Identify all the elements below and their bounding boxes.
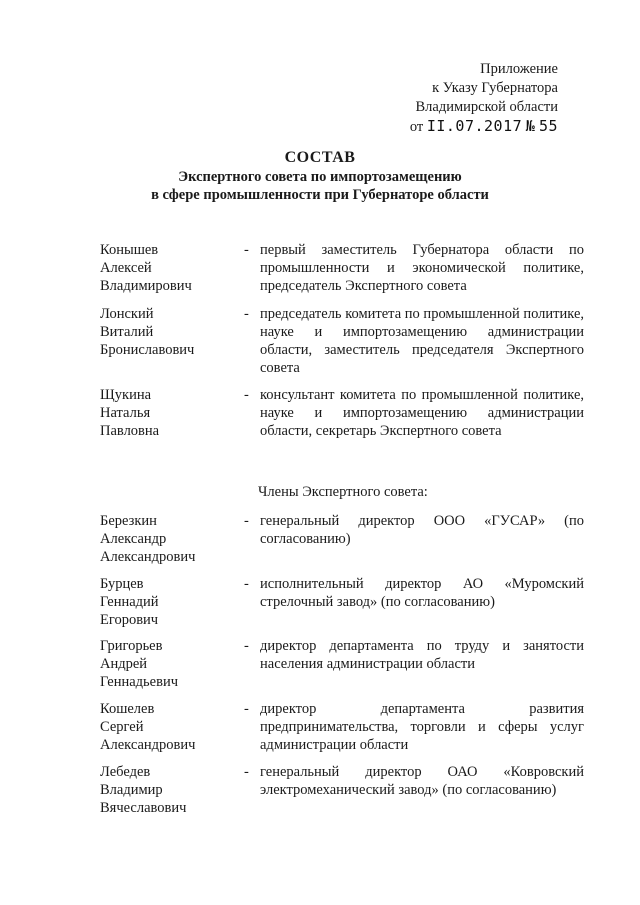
patronymic: Егорович [100, 612, 159, 628]
appendix-region: Владимирской области [415, 99, 558, 115]
person-name [100, 305, 240, 359]
entry-dash: - [244, 242, 249, 258]
person-name [100, 763, 240, 817]
appendix-decree-ref: к Указу Губернатора [432, 80, 558, 96]
appendix-date-line [410, 117, 558, 137]
entry-dash: - [244, 701, 249, 717]
number-sign: № [525, 117, 536, 135]
surname: Лонский [100, 306, 154, 322]
surname: Григорьев [100, 638, 163, 654]
first-name: Сергей [100, 719, 144, 735]
surname: Бурцев [100, 576, 144, 592]
surname: Березкин [100, 513, 157, 529]
first-name: Алексей [100, 260, 152, 276]
patronymic: Александрович [100, 549, 196, 565]
appendix-label: Приложение [480, 61, 558, 77]
document-title [0, 148, 640, 204]
patronymic: Павловна [100, 423, 160, 439]
entry-dash: - [244, 306, 249, 322]
title-heading: СОСТАВ [284, 149, 356, 166]
patronymic: Геннадьевич [100, 674, 178, 690]
first-name: Андрей [100, 656, 148, 672]
surname: Щукина [100, 387, 152, 403]
person-role: первый заместитель Губернатора области по промышленности и экономической политике, председатель Экспертного совета [260, 242, 584, 294]
decree-number: 55 [538, 117, 558, 135]
members-heading: Члены Экспертного совета: [258, 484, 428, 500]
patronymic: Вячеславович [100, 800, 187, 816]
person-role: генеральный директор ОАО «Ковровский электромеханический завод» (по согласованию) [260, 764, 584, 798]
entry-dash: - [244, 387, 249, 403]
person-role: исполнительный директор АО «Муромский стрелочный завод» (по согласованию) [260, 576, 584, 610]
surname: Кошелев [100, 701, 155, 717]
entry-dash: - [244, 764, 249, 780]
person-role: консультант комитета по промышленной политике, науке и импортозамещению администрации области, секретарь Экспертного совета [260, 387, 584, 439]
person-name [100, 700, 240, 754]
patronymic: Владимирович [100, 278, 192, 294]
entry-dash: - [244, 513, 249, 529]
person-name [100, 575, 240, 629]
surname: Лебедев [100, 764, 151, 780]
entry-dash: - [244, 638, 249, 654]
first-name: Геннадий [100, 594, 159, 610]
person-role: директор департамента по труду и занятости населения администрации области [260, 638, 584, 672]
person-name [100, 386, 240, 440]
first-name: Виталий [100, 324, 154, 340]
person-role: генеральный директор ООО «ГУСАР» (по согласованию) [260, 513, 584, 547]
entry-dash: - [244, 576, 249, 592]
person-name [100, 512, 240, 566]
date-prefix: от [409, 119, 424, 135]
person-role: председатель комитета по промышленной политике, науке и импортозамещению администрации области, заместитель председателя Экспертного совета [260, 306, 584, 376]
person-name [100, 241, 240, 295]
date-stamp: II.07.2017 [426, 117, 523, 135]
first-name: Александр [100, 531, 167, 547]
patronymic: Александрович [100, 737, 196, 753]
title-line-2: в сфере промышленности при Губернаторе области [151, 187, 489, 203]
surname: Конышев [100, 242, 159, 258]
person-name [100, 637, 240, 691]
first-name: Владимир [100, 782, 163, 798]
patronymic: Брониславович [100, 342, 195, 358]
person-role: директор департамента развития предпринимательства, торговли и сферы услуг администрации области [260, 701, 584, 753]
appendix-header [410, 60, 558, 137]
title-line-1: Экспертного совета по импортозамещению [178, 169, 462, 185]
first-name: Наталья [100, 405, 151, 421]
